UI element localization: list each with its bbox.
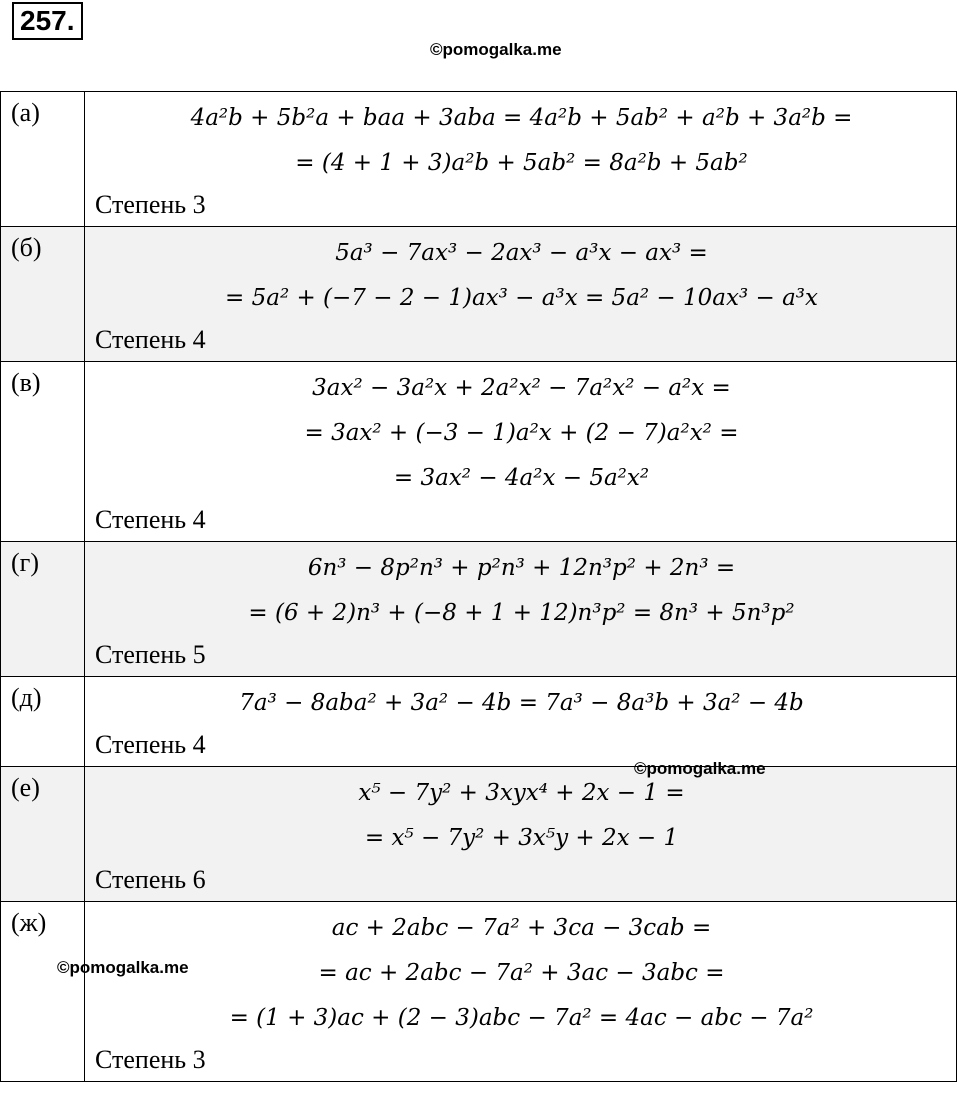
equation-line: = 5a² + (−7 − 2 − 1)ax³ − a³x = 5a² − 10ax³ − a³x [225, 285, 818, 311]
degree-label: Степень 6 [95, 865, 206, 894]
row-label: (д) [1, 677, 85, 767]
degree-label: Степень 4 [95, 505, 206, 534]
equation-line: = 3ax² + (−3 − 1)a²x + (2 − 7)a²x² = [304, 420, 739, 446]
exercise-number: 257. [12, 2, 83, 40]
row-content [85, 677, 957, 767]
equation-line: ac + 2abc − 7a² + 3ca − 3cab = [331, 915, 712, 941]
row-label: (ж) [1, 902, 85, 1082]
equation-line: = (6 + 2)n³ + (−8 + 1 + 12)n³p² = 8n³ + 5n³p² [248, 600, 795, 626]
degree-label: Степень 4 [95, 325, 206, 354]
solution-row [1, 362, 957, 542]
equation-line: 4a²b + 5b²a + baa + 3aba = 4a²b + 5ab² + a²b + 3a²b = [190, 105, 853, 131]
row-label: (е) [1, 767, 85, 902]
equation-line: = (4 + 1 + 3)a²b + 5ab² = 8a²b + 5ab² [295, 150, 748, 176]
equation-line: 6n³ − 8p²n³ + p²n³ + 12n³p² + 2n³ = [307, 555, 736, 581]
row-content [85, 92, 957, 227]
equation-line: = ac + 2abc − 7a² + 3ac − 3abc = [318, 960, 725, 986]
solution-row [1, 902, 957, 1082]
degree-label: Степень 3 [95, 190, 206, 219]
solution-row [1, 767, 957, 902]
solution-row [1, 92, 957, 227]
equation-line: x⁵ − 7y² + 3xyx⁴ + 2x − 1 = [358, 780, 685, 806]
row-content [85, 902, 957, 1082]
row-content [85, 362, 957, 542]
solution-row [1, 542, 957, 677]
row-content [85, 767, 957, 902]
degree-label: Степень 5 [95, 640, 206, 669]
row-content [85, 542, 957, 677]
watermark-middle: ©pomogalka.me [634, 759, 766, 778]
row-content [85, 227, 957, 362]
solution-table [0, 91, 957, 1082]
row-label: (б) [1, 227, 85, 362]
equation-line: 3ax² − 3a²x + 2a²x² − 7a²x² − a²x = [312, 375, 731, 401]
row-label: (г) [1, 542, 85, 677]
degree-label: Степень 4 [95, 730, 206, 759]
row-label: (а) [1, 92, 85, 227]
equation-line: 7a³ − 8aba² + 3a² − 4b = 7a³ − 8a³b + 3a² − 4b [239, 690, 804, 716]
equation-line: = 3ax² − 4a²x − 5a²x² [393, 465, 650, 491]
degree-label: Степень 3 [95, 1045, 206, 1074]
watermark-bottom: ©pomogalka.me [57, 958, 189, 977]
row-label: (в) [1, 362, 85, 542]
equation-line: = (1 + 3)ac + (2 − 3)abc − 7a² = 4ac − abc − 7a² [229, 1005, 814, 1031]
equation-line: = x⁵ − 7y² + 3x⁵y + 2x − 1 [364, 825, 679, 851]
solution-row [1, 227, 957, 362]
solution-row [1, 677, 957, 767]
equation-line: 5a³ − 7ax³ − 2ax³ − a³x − ax³ = [335, 240, 708, 266]
watermark-top: ©pomogalka.me [430, 40, 562, 59]
